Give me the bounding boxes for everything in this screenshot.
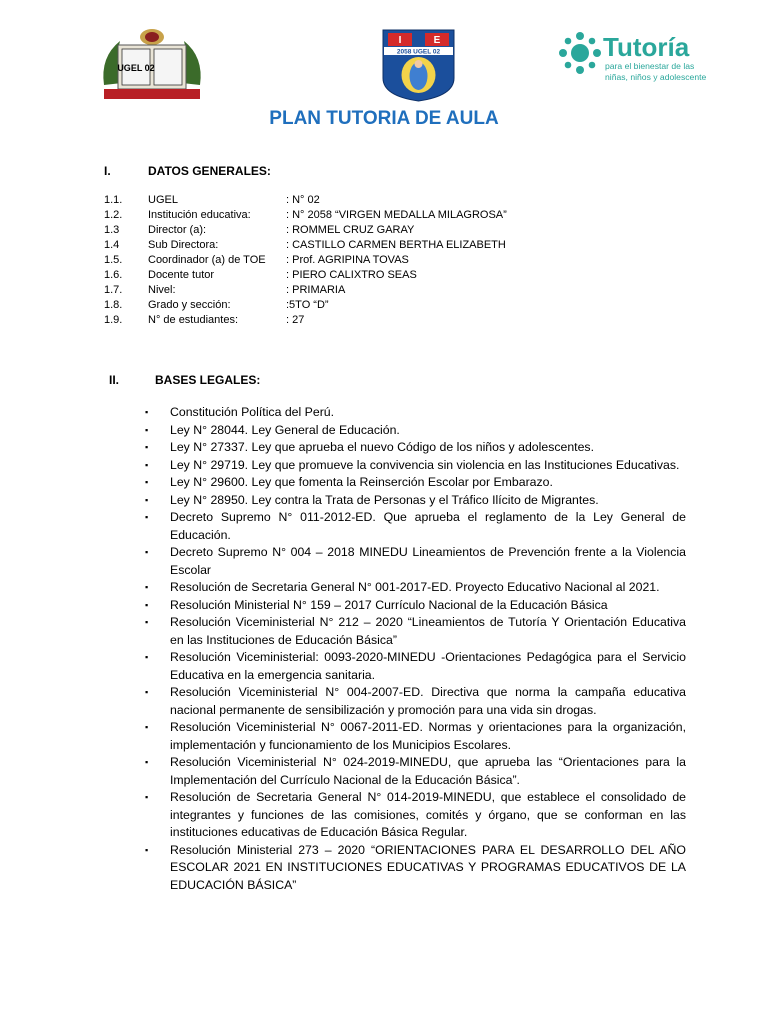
- section-2-heading: BASES LEGALES:: [155, 373, 261, 387]
- base-legal-item: [145, 544, 686, 579]
- datos-row-number: 1.5.: [104, 254, 123, 266]
- datos-row: [0, 224, 768, 239]
- base-legal-text: Resolución Ministerial N° 159 – 2017 Currículo Nacional de la Educación Básica: [170, 597, 608, 612]
- school-logo-caption: 2058 UGEL 02: [396, 48, 441, 56]
- section-1-number: I.: [104, 164, 111, 178]
- section-2-number: II.: [109, 373, 120, 387]
- datos-row-number: 1.4: [104, 239, 120, 251]
- base-legal-text: Resolución de Secretaria General N° 014-2019-MINEDU, que establece el consolidado de integrantes y funciones de las comisiones, comités y órgano, que se conforman en las instituciones educativas de Educación Básica Regular.: [170, 790, 686, 839]
- base-legal-text: Resolución Viceministerial N° 024-2019-MINEDU, que aprueba las “Orientaciones para la Implementación del Currículo Nacional de la Educación Básica”.: [170, 755, 686, 787]
- base-legal-text: Constitución Política del Perú.: [170, 405, 335, 419]
- datos-row-label: Sub Directora:: [148, 239, 219, 251]
- datos-row-label: Institución educativa:: [148, 209, 251, 221]
- datos-row-number: 1.8.: [104, 299, 123, 311]
- tutoria-logo-tagline-1: para el bienestar de las: [605, 61, 695, 71]
- square-bullet-icon: ▪: [145, 459, 149, 470]
- base-legal-item: [145, 597, 686, 615]
- base-legal-text: Decreto Supremo N° 004 – 2018 MINEDU Lineamientos de Prevención frente a la Violencia Escolar: [170, 545, 686, 577]
- datos-row-number: 1.9.: [104, 314, 123, 326]
- base-legal-text: Ley N° 28950. Ley contra la Trata de Personas y el Tráfico Ilícito de Migrantes.: [170, 492, 599, 507]
- datos-row-value: : CASTILLO CARMEN BERTHA ELIZABETH: [286, 239, 506, 251]
- datos-row-number: 1.1.: [104, 194, 123, 206]
- datos-row-number: 1.6.: [104, 269, 123, 281]
- school-logo-letter-i: I: [398, 35, 402, 46]
- datos-row-value: : PRIMARIA: [286, 284, 346, 296]
- datos-row: [0, 194, 768, 209]
- base-legal-item: [145, 422, 686, 440]
- datos-row-value: : 27: [286, 314, 305, 326]
- square-bullet-icon: ▪: [145, 652, 149, 662]
- datos-row-value: :5TO “D”: [286, 299, 329, 311]
- base-legal-item: [145, 439, 686, 457]
- base-legal-item: [145, 684, 686, 719]
- base-legal-text: Resolución de Secretaria General N° 001-2017-ED. Proyecto Educativo Nacional al 2021.: [170, 580, 660, 594]
- datos-row-label: Nivel:: [148, 284, 176, 296]
- datos-row-label: Docente tutor: [148, 269, 215, 281]
- square-bullet-icon: ▪: [145, 424, 149, 435]
- base-legal-item: [145, 474, 686, 492]
- base-legal-text: Ley N° 27337. Ley que aprueba el nuevo Código de los niños y adolescentes.: [170, 440, 594, 454]
- datos-row-label: Coordinador (a) de TOE: [148, 254, 266, 266]
- school-logo-letter-e: E: [433, 35, 441, 46]
- base-legal-text: Resolución Viceministerial N° 212 – 2020 “Lineamientos de Tutoría Y Orientación Educativa en las Instituciones de Educación Básica”: [170, 615, 686, 647]
- base-legal-item: [145, 719, 686, 754]
- datos-row: [0, 239, 768, 254]
- square-bullet-icon: ▪: [145, 582, 149, 592]
- datos-row-value: : N° 02: [286, 194, 320, 206]
- datos-row: [0, 284, 768, 299]
- datos-row-number: 1.7.: [104, 284, 123, 296]
- datos-row-label: N° de estudiantes:: [148, 314, 239, 326]
- square-bullet-icon: ▪: [145, 477, 149, 487]
- datos-row-label: Grado y sección:: [148, 299, 231, 311]
- bases-legales-list: [145, 404, 686, 894]
- square-bullet-icon: ▪: [145, 844, 149, 855]
- base-legal-text: Ley N° 28044. Ley General de Educación.: [170, 422, 400, 437]
- datos-row: [0, 314, 768, 329]
- tutoria-logo-tagline-2: niñas, niños y adolescente: [605, 72, 707, 82]
- base-legal-text: Resolución Viceministerial N° 004-2007-ED. Directiva que norma la campaña educativa nacional permanente de sensibilización y promoción para una vida sin drogas.: [170, 685, 686, 717]
- base-legal-text: Ley N° 29600. Ley que fomenta la Reinserción Escolar por Embarazo.: [170, 475, 553, 489]
- square-bullet-icon: ▪: [145, 687, 149, 697]
- square-bullet-icon: ▪: [145, 512, 149, 522]
- ugel-logo-text: UGEL 02: [117, 63, 155, 73]
- base-legal-item: [145, 842, 686, 895]
- base-legal-item: [145, 579, 686, 597]
- base-legal-item: [145, 754, 686, 789]
- base-legal-item: [145, 649, 686, 684]
- base-legal-item: [145, 789, 686, 842]
- base-legal-item: [145, 614, 686, 649]
- base-legal-item: [145, 457, 686, 475]
- datos-row: [0, 209, 768, 224]
- section-1-heading: DATOS GENERALES:: [148, 164, 271, 178]
- document-title: PLAN TUTORIA DE AULA: [269, 108, 499, 129]
- ugel-logo: [98, 27, 206, 101]
- base-legal-item: [145, 509, 686, 544]
- base-legal-text: Decreto Supremo N° 011-2012-ED. Que aprueba el reglamento de la Ley General de Educación.: [170, 510, 686, 542]
- square-bullet-icon: ▪: [145, 757, 149, 767]
- datos-row-label: UGEL: [148, 194, 178, 206]
- base-legal-text: Resolución Ministerial 273 – 2020 “ORIENTACIONES PARA EL DESARROLLO DEL AÑO ESCOLAR 2021 EN INSTITUCIONES EDUCATIVAS Y PROGRAMAS EDUCATIVOS DE LA EDUCACIÓN BÁSICA”: [170, 842, 686, 892]
- square-bullet-icon: ▪: [145, 442, 149, 452]
- base-legal-text: Ley N° 29719. Ley que promueve la convivencia sin violencia en las Instituciones Educativas.: [170, 457, 680, 472]
- datos-row: [0, 254, 768, 269]
- square-bullet-icon: ▪: [145, 407, 149, 417]
- school-logo: [380, 28, 457, 102]
- square-bullet-icon: ▪: [145, 599, 149, 610]
- datos-row-label: Director (a):: [148, 224, 207, 236]
- base-legal-text: Resolución Viceministerial: 0093-2020-MINEDU -Orientaciones Pedagógica para el Servicio Educativa en la emergencia sanitaria.: [170, 650, 686, 682]
- base-legal-text: Resolución Viceministerial N° 0067-2011-ED. Normas y orientaciones para la organización, implementación y funcionamiento de los Municipios Escolares.: [170, 720, 686, 752]
- square-bullet-icon: ▪: [145, 617, 149, 627]
- datos-row-value: : Prof. AGRIPINA TOVAS: [286, 254, 409, 266]
- base-legal-item: [145, 404, 686, 422]
- tutoria-logo: [555, 28, 710, 88]
- datos-row-number: 1.3: [104, 224, 120, 236]
- tutoria-logo-brand: Tutoría: [603, 32, 690, 62]
- datos-row-value: : PIERO CALIXTRO SEAS: [286, 269, 417, 281]
- square-bullet-icon: ▪: [145, 547, 149, 557]
- datos-row: [0, 269, 768, 284]
- datos-row-value: : ROMMEL CRUZ GARAY: [286, 224, 415, 236]
- datos-row-value: : N° 2058 “VIRGEN MEDALLA MILAGROSA”: [286, 209, 507, 221]
- square-bullet-icon: ▪: [145, 792, 149, 802]
- square-bullet-icon: ▪: [145, 722, 149, 732]
- square-bullet-icon: ▪: [145, 494, 149, 505]
- datos-row: [0, 299, 768, 314]
- datos-row-number: 1.2.: [104, 209, 123, 221]
- base-legal-item: [145, 492, 686, 510]
